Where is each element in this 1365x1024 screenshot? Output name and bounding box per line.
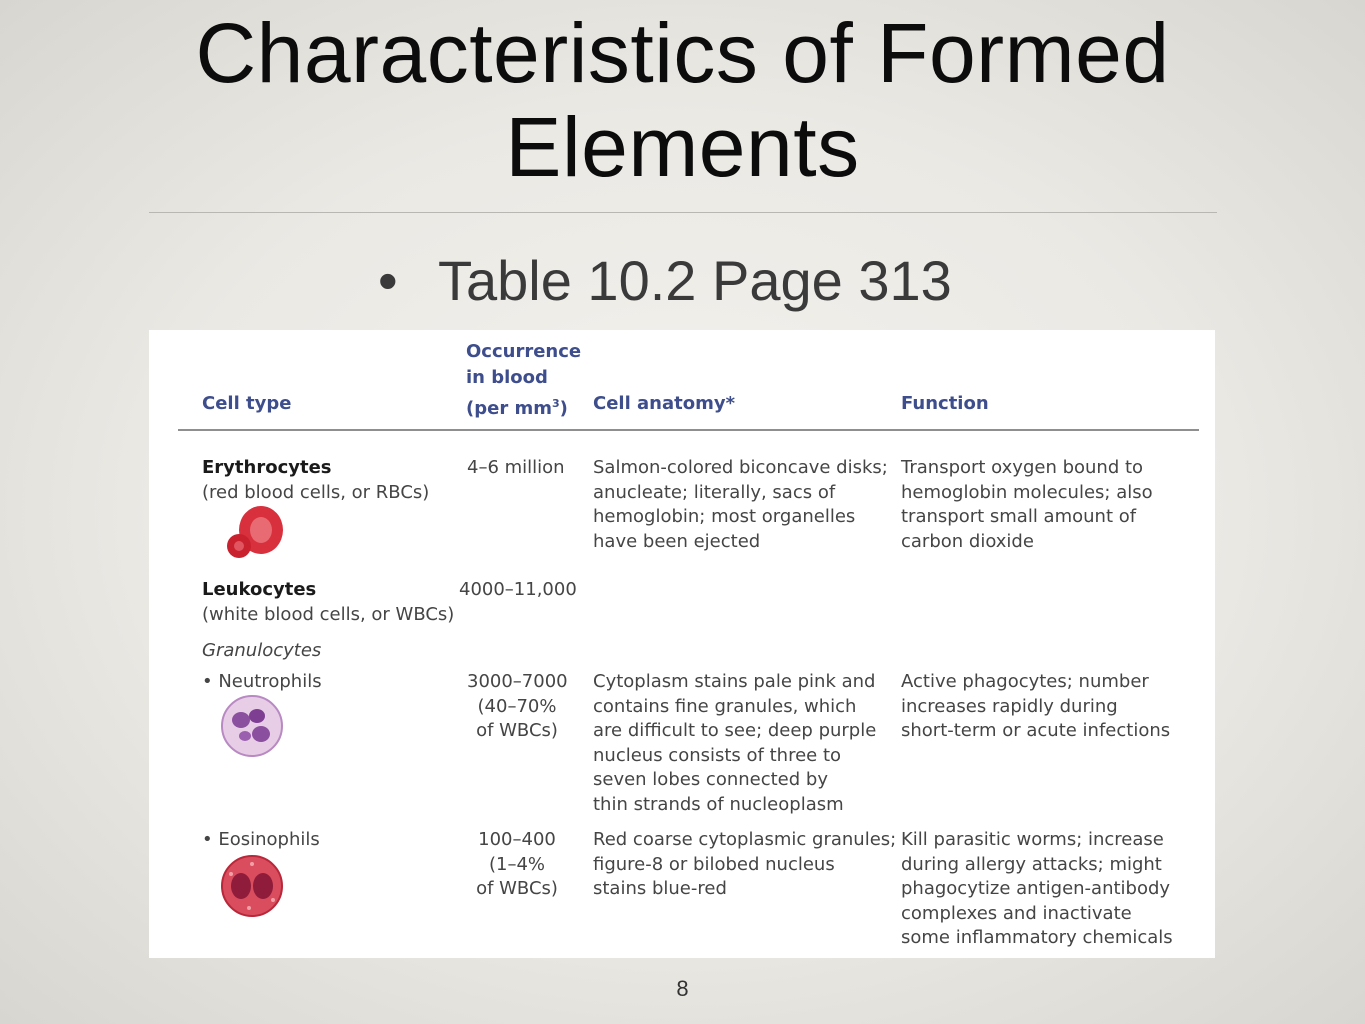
neutrophils-occurrence-line: (40–70% (477, 695, 557, 717)
erythrocytes-anatomy-line: hemoglobin; most organelles (593, 506, 856, 527)
erythrocytes-sub: (red blood cells, or RBCs) (202, 481, 430, 503)
erythrocytes-function (901, 456, 1153, 554)
neutrophils-occurrence-line: of WBCs) (476, 720, 558, 741)
slide-title-line1: Characteristics of Formed (195, 6, 1170, 100)
eosinophils-function-line: complexes and inactivate (901, 902, 1132, 924)
header-occurrence-line3 (466, 391, 581, 422)
header-function: Function (901, 393, 989, 414)
neutrophils-name: • Neutrophils (202, 671, 322, 692)
slide-page-number: 8 (676, 976, 689, 1001)
erythrocytes-cell-type (202, 456, 429, 505)
bullet-symbol: • (378, 249, 398, 312)
bullet-item (378, 248, 952, 313)
eosinophils-anatomy-line: stains blue-red (593, 878, 727, 899)
erythrocytes-anatomy (593, 456, 888, 554)
leukocytes-name: Leukocytes (202, 579, 317, 600)
header-occurrence (466, 339, 581, 422)
header-occurrence-line2: in blood (466, 367, 548, 388)
eosinophils-anatomy-line: figure-8 or bilobed nucleus (593, 853, 835, 875)
neutrophils-anatomy-line: nucleus consists of three to (593, 744, 842, 766)
eosinophils-occurrence-line: of WBCs) (476, 878, 558, 899)
neutrophils-function (901, 670, 1170, 744)
formed-elements-table-image (149, 330, 1215, 958)
eosinophils-function-line: Kill parasitic worms; increase (901, 829, 1164, 850)
header-occurrence-close: ) (559, 398, 568, 419)
eosinophils-occurrence-line: (1–4% (488, 853, 546, 875)
rbc-illustration-icon (219, 500, 289, 566)
neutrophils-anatomy-line: are difficult to see; deep purple (593, 720, 877, 741)
neutrophils-function-line: short-term or acute infections (901, 720, 1171, 741)
eosinophils-function-line: during allergy attacks; might (901, 853, 1162, 875)
erythrocytes-anatomy-line: anucleate; literally, sacs of (593, 481, 836, 503)
erythrocytes-occurrence: 4–6 million (467, 457, 565, 478)
neutrophils-anatomy-line: contains fine granules, which (593, 695, 857, 717)
neutrophils-function-line: increases rapidly during (901, 695, 1118, 717)
slide-title (0, 6, 1365, 194)
eosinophils-anatomy (593, 828, 896, 902)
title-divider (149, 212, 1217, 213)
neutrophils-function-line: Active phagocytes; number (901, 671, 1149, 692)
eosinophils-occurrence (467, 828, 567, 902)
eosinophils-occurrence-line: 100–400 (478, 829, 556, 850)
neutrophils-anatomy-line: seven lobes connected by (593, 769, 828, 790)
erythrocytes-function-line: carbon dioxide (901, 530, 1034, 552)
erythrocytes-anatomy-line: have been ejected (593, 530, 761, 552)
neutrophils-anatomy (593, 670, 876, 817)
neutrophils-anatomy-line: thin strands of nucleoplasm (593, 793, 844, 815)
leukocytes-occurrence: 4000–11,000 (459, 579, 577, 600)
header-cell-type: Cell type (202, 393, 292, 414)
header-anatomy: Cell anatomy* (593, 393, 736, 414)
slide-title-line2: Elements (505, 100, 860, 194)
leukocytes-cell-type (202, 578, 454, 627)
erythrocytes-anatomy-line: Salmon-colored biconcave disks; (593, 457, 888, 478)
header-occurrence-unit: (per mm (466, 398, 552, 419)
header-occurrence-sup: 3 (551, 397, 560, 410)
leukocytes-sub: (white blood cells, or WBCs) (202, 603, 455, 625)
eosinophils-function-line: some inflammatory chemicals (901, 927, 1173, 948)
neutrophil-illustration-icon (219, 694, 285, 758)
bullet-text: Table 10.2 Page 313 (438, 249, 952, 312)
erythrocytes-function-line: hemoglobin molecules; also (901, 481, 1153, 503)
eosinophils-function-line: phagocytize antigen-antibody (901, 878, 1171, 899)
eosinophil-illustration-icon (219, 854, 285, 918)
header-occurrence-line1: Occurrence (466, 341, 582, 362)
eosinophils-anatomy-line: Red coarse cytoplasmic granules; (593, 829, 897, 850)
granulocytes-label: Granulocytes (202, 640, 322, 661)
eosinophils-function (901, 828, 1173, 951)
erythrocytes-name: Erythrocytes (202, 457, 332, 478)
eosinophils-name: • Eosinophils (202, 829, 320, 850)
neutrophils-anatomy-line: Cytoplasm stains pale pink and (593, 671, 876, 692)
erythrocytes-function-line: transport small amount of (901, 506, 1137, 527)
neutrophils-occurrence (467, 670, 567, 744)
erythrocytes-function-line: Transport oxygen bound to (901, 457, 1144, 478)
header-rule (178, 429, 1199, 431)
neutrophils-occurrence-line: 3000–7000 (467, 671, 568, 692)
